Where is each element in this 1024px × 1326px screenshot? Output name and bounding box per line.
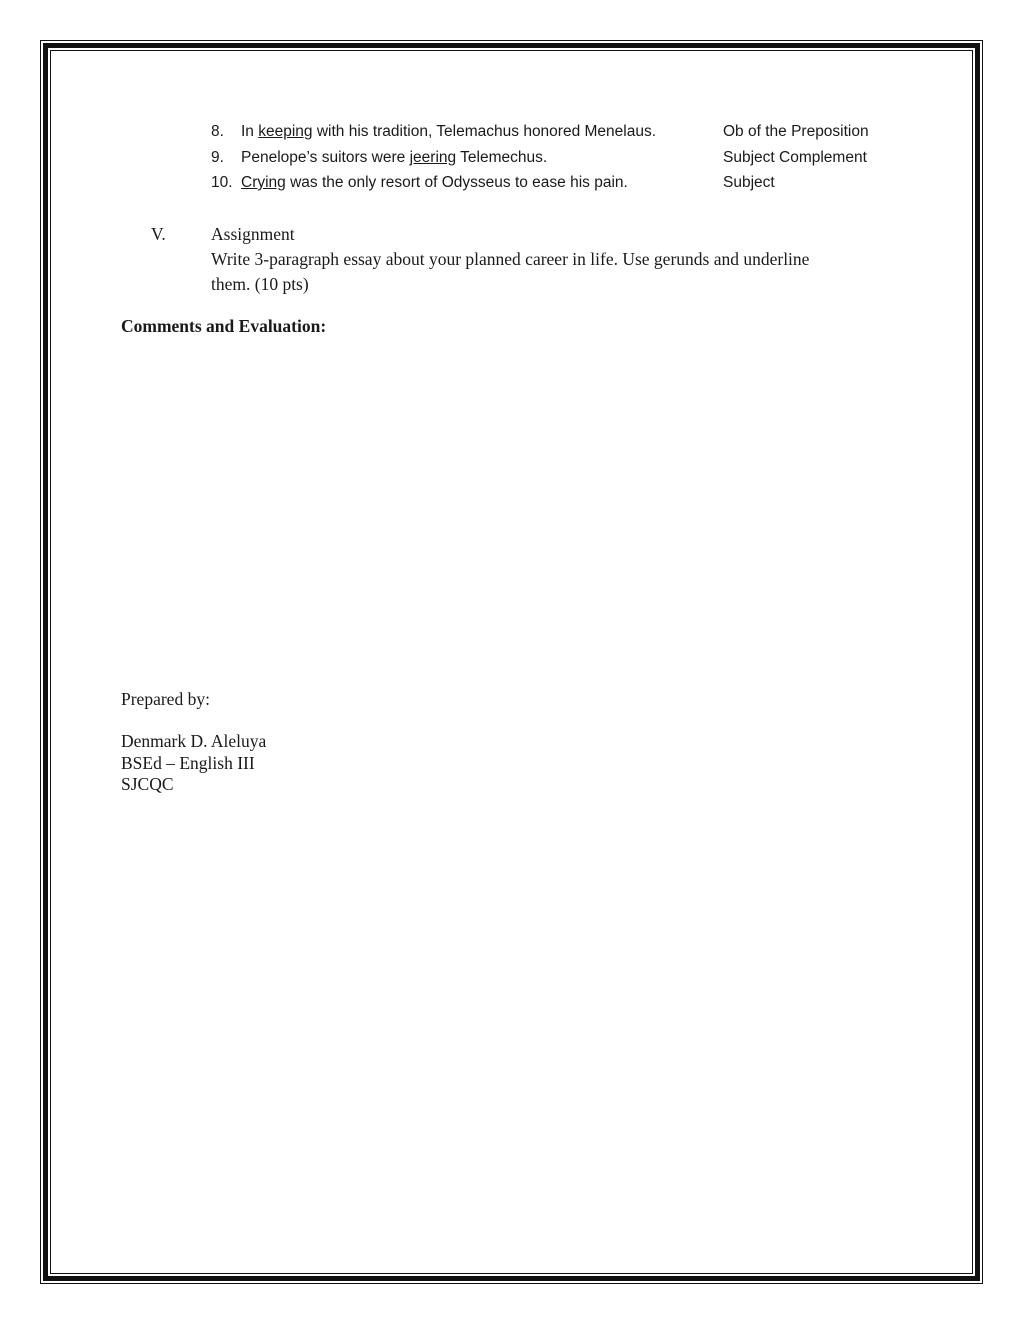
sentence-text: Penelope’s suitors were [241,149,410,166]
exercise-sentence [241,122,656,142]
exercise-sentence [241,148,547,168]
comments-heading: Comments and Evaluation: [121,316,327,336]
page-border-inner [50,50,973,1274]
preparer-name: Denmark D. Aleluya [121,731,267,751]
assignment-text-line-1: Write 3-paragraph essay about your planned career in life. Use gerunds and underline [211,249,810,269]
sentence-text: Telemechus. [456,149,548,166]
sentence-text: was the only resort of Odysseus to ease his pain. [285,174,628,191]
assignment-text-line-2: them. (10 pts) [211,274,309,294]
exercise-answer: Subject Complement [723,149,867,166]
underlined-gerund: keeping [258,123,313,140]
underlined-gerund: jeering [409,149,457,166]
exercise-answer: Ob of the Preposition [723,123,869,140]
section-numeral: V. [151,224,166,244]
exercise-number: 10. [211,174,233,191]
exercise-number: 9. [211,149,224,166]
section-heading: Assignment [211,224,295,244]
preparer-school: SJCQC [121,774,174,794]
prepared-by-label: Prepared by: [121,689,210,709]
sentence-text: with his tradition, Telemachus honored Menelaus. [312,123,657,140]
exercise-number: 8. [211,123,224,140]
sentence-text: In [241,123,259,140]
underlined-gerund: Crying [241,174,286,191]
exercise-sentence [241,173,628,193]
preparer-course: BSEd – English III [121,753,255,773]
exercise-answer: Subject [723,174,775,191]
